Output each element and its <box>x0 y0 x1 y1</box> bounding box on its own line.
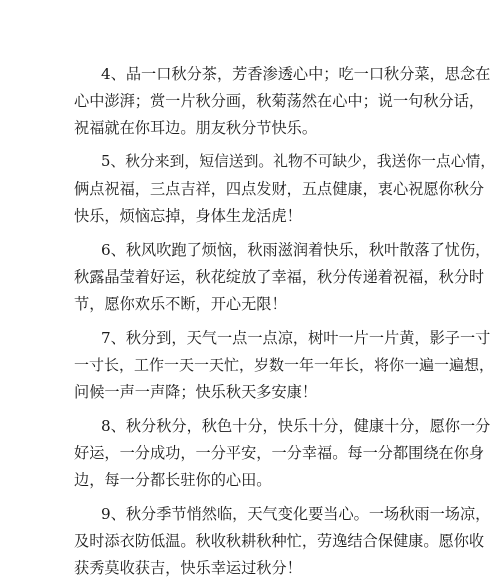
text-line: 5、秋分来到，短信送到。礼物不可缺少，我送你一点心情， <box>101 153 496 170</box>
text-line: 9、秋分季节悄然临，天气变化要当心。一场秋雨一场凉， <box>101 505 491 523</box>
text-line: 及时添衣防低温。秋收秋耕秋种忙，劳逸结合保健康。愿你收 <box>74 532 485 550</box>
text-line: 4、品一口秋分茶，芳香渗透心中；吃一口秋分菜，思念在 <box>101 65 491 83</box>
text-line: 俩点祝福，三点吉祥，四点发财，五点健康，衷心祝愿你秋分 <box>74 180 485 198</box>
text-line: 祝福就在你耳边。朋友秋分节快乐。 <box>74 119 317 137</box>
text-line: 获秀莫收获吉，快乐幸运过秋分！ <box>74 559 302 577</box>
text-line: 快乐，烦恼忘掉，身体生龙活虎！ <box>74 207 302 225</box>
text-line: 问候一声一声降；快乐秋天多安康！ <box>74 383 317 401</box>
text-line: 节，愿你欢乐不断，开心无限！ <box>74 295 287 313</box>
text-line: 好运，一分成功，一分平安，一分幸福。每一分都围绕在你身 <box>74 444 485 462</box>
text-line: 边，每一分都长驻你的心田。 <box>74 471 272 489</box>
text-line: 6、秋风吹跑了烦恼，秋雨滋润着快乐，秋叶散落了忧伤， <box>101 241 491 259</box>
text-line: 8、秋分秋分，秋色十分，快乐十分，健康十分，愿你一分 <box>101 417 491 435</box>
text-line: 一寸长，工作一天一天忙，岁数一年一年长，将你一遍一遍想， <box>74 356 495 374</box>
text-line: 秋露晶莹着好运，秋花绽放了幸福，秋分传递着祝福，秋分时 <box>74 268 485 286</box>
text-line: 7、秋分到，天气一点一点凉，树叶一片一片黄，影子一寸 <box>101 329 491 347</box>
text-line: 心中澎湃；赏一片秋分画，秋菊荡然在心中；说一句秋分话， <box>74 92 485 110</box>
